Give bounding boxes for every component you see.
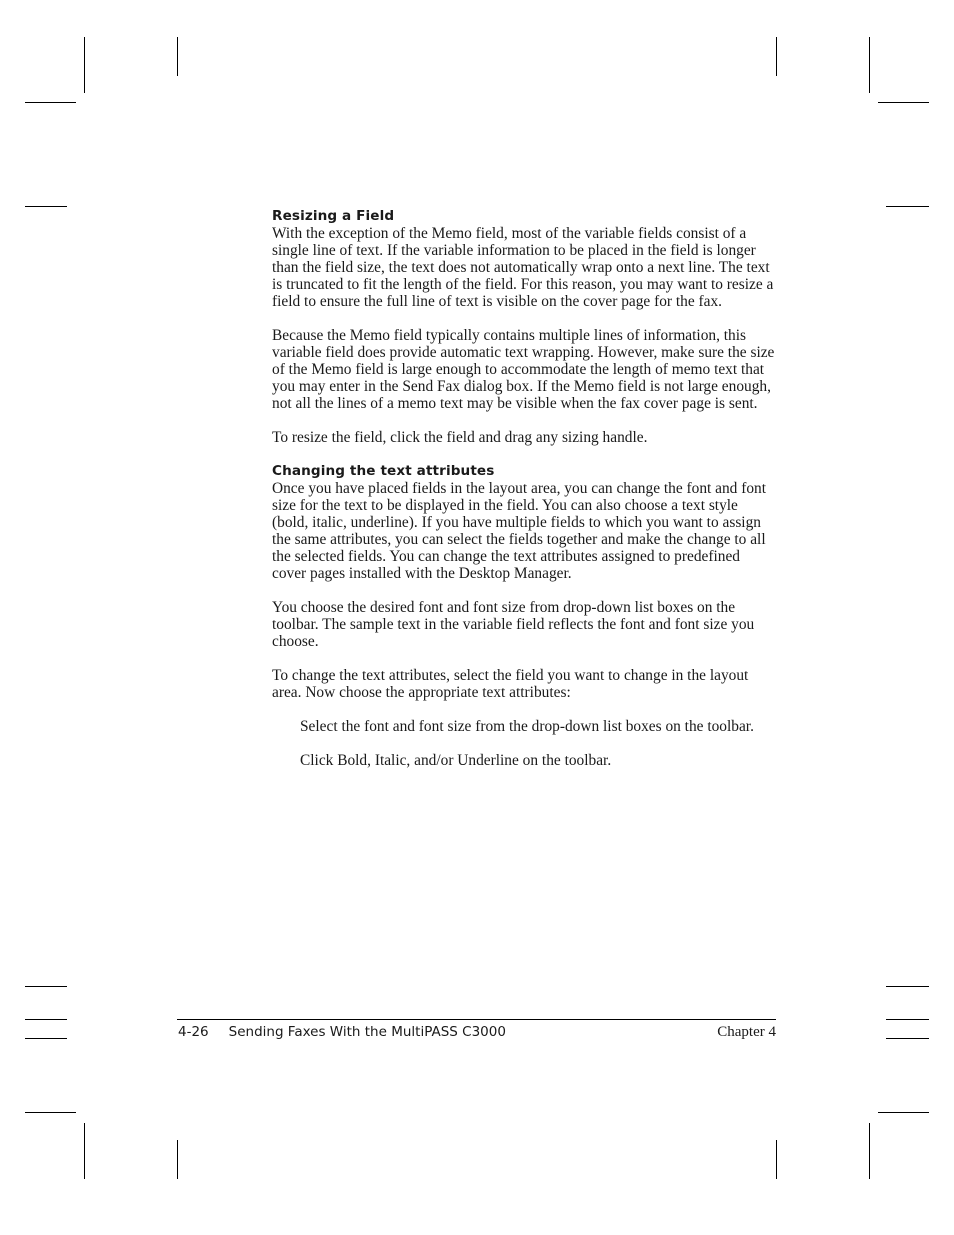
crop-mark — [25, 102, 76, 103]
crop-mark — [177, 37, 178, 76]
step-item: Click Bold, Italic, and/or Underline on the toolbar. — [300, 752, 612, 769]
page-body — [272, 208, 776, 786]
crop-mark — [886, 1019, 929, 1020]
crop-mark — [177, 1140, 178, 1179]
crop-mark — [25, 1019, 67, 1020]
crop-mark — [869, 1123, 870, 1179]
crop-mark — [84, 1123, 85, 1179]
paragraph: With the exception of the Memo field, most of the variable fields consist of a single line of text. If the variable information to be placed in the field is longer than the field size, the text does not automatically wrap onto a next line. The text is truncated to fit the length of the field. For this reason, you may want to resize a field to ensure the full line of text is visible on the cover page for the fax. — [272, 225, 774, 310]
crop-mark — [869, 37, 870, 93]
crop-mark — [25, 1112, 76, 1113]
paragraph: Because the Memo field typically contains multiple lines of information, this variable field does provide automatic text wrapping. However, make sure the size of the Memo field is large enough to accommodate the length of memo text that you may enter in the Send Fax dialog box. If the Memo field is not large enough, not all the lines of a memo text may be visible when the fax cover page is sent. — [272, 327, 775, 412]
crop-mark — [886, 1038, 929, 1039]
step-item: Select the font and font size from the drop-down list boxes on the toolbar. — [300, 718, 754, 735]
crop-mark — [776, 37, 777, 76]
crop-mark — [25, 206, 67, 207]
crop-mark — [878, 1112, 929, 1113]
crop-mark — [776, 1140, 777, 1179]
paragraph: You choose the desired font and font size from drop-down list boxes on the toolbar. The sample text in the variable field reflects the font and font size you choose. — [272, 599, 755, 650]
footer-rule — [177, 1019, 776, 1020]
section-heading-text-attributes: Changing the text attributes — [272, 463, 495, 479]
crop-mark — [886, 986, 929, 987]
book-title: Sending Faxes With the MultiPASS C3000 — [228, 1024, 506, 1040]
paragraph: To change the text attributes, select the field you want to change in the layout area. Now choose the appropriate text attributes: — [272, 667, 749, 701]
paragraph: Once you have placed fields in the layout area, you can change the font and font size for the text to be displayed in the field. You can also choose a text style (bold, italic, underline). If you have multiple fields to which you want to assign the same attributes, you can select the fields together and make the change to all the selected fields. You can change the text attributes assigned to predefined cover pages installed with the Desktop Manager. — [272, 480, 767, 582]
chapter-label: Chapter 4 — [717, 1024, 776, 1040]
crop-mark — [25, 1038, 67, 1039]
footer-running-title — [178, 1024, 506, 1041]
crop-mark — [84, 37, 85, 93]
crop-mark — [886, 206, 929, 207]
paragraph: To resize the field, click the field and drag any sizing handle. — [272, 429, 648, 446]
page-number: 4-26 — [178, 1024, 209, 1040]
section-heading-resizing: Resizing a Field — [272, 208, 395, 224]
crop-mark — [878, 102, 929, 103]
crop-mark — [25, 986, 67, 987]
